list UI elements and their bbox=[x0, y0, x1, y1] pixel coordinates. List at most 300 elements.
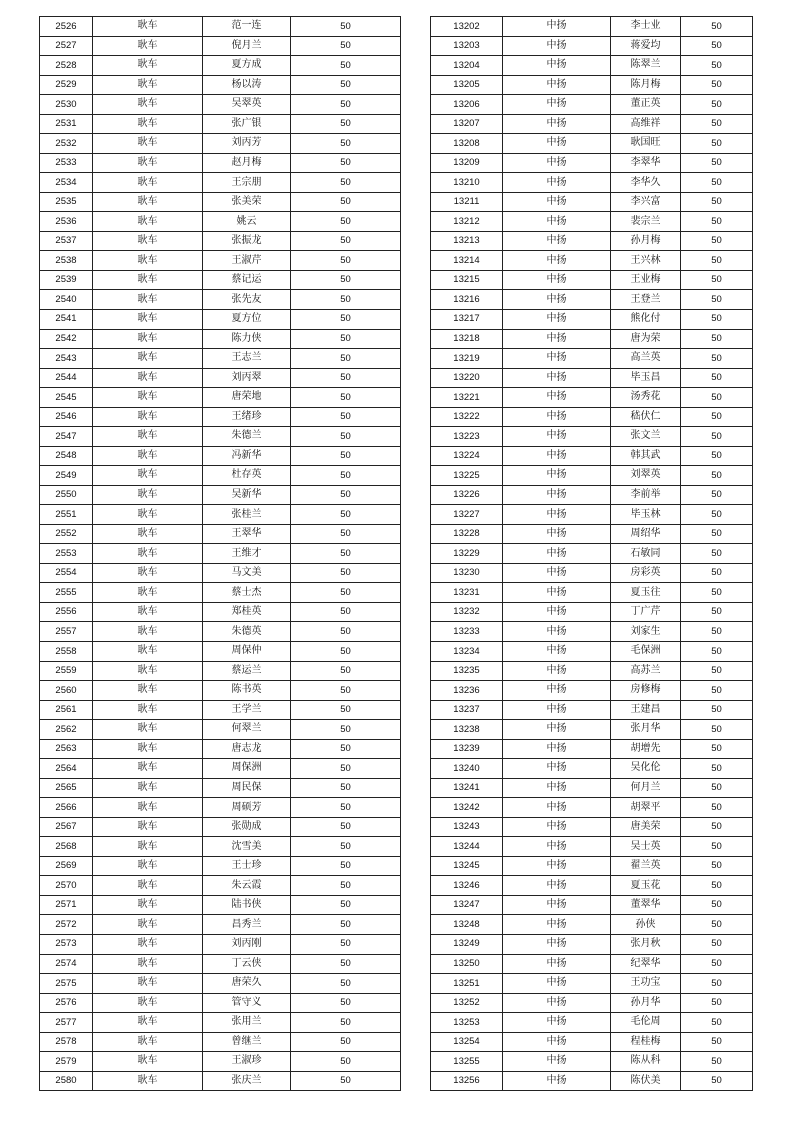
cell-name: 沈雪美 bbox=[203, 837, 291, 857]
cell-name: 王兴林 bbox=[611, 251, 681, 271]
table-row bbox=[40, 290, 401, 310]
cell-number: 2567 bbox=[40, 817, 93, 837]
cell-village: 中扬 bbox=[503, 856, 611, 876]
cell-name: 朱云霞 bbox=[203, 876, 291, 896]
table-row bbox=[40, 739, 401, 759]
cell-number: 2575 bbox=[40, 974, 93, 994]
cell-amount: 50 bbox=[291, 270, 401, 290]
table-row bbox=[431, 290, 753, 310]
table-row bbox=[431, 36, 753, 56]
table-row bbox=[40, 974, 401, 994]
cell-number: 2539 bbox=[40, 270, 93, 290]
cell-amount: 50 bbox=[681, 915, 753, 935]
cell-name: 陈月梅 bbox=[611, 75, 681, 95]
cell-name: 胡翠平 bbox=[611, 798, 681, 818]
cell-number: 13215 bbox=[431, 270, 503, 290]
cell-amount: 50 bbox=[291, 661, 401, 681]
cell-amount: 50 bbox=[681, 993, 753, 1013]
cell-number: 2535 bbox=[40, 192, 93, 212]
cell-amount: 50 bbox=[681, 1013, 753, 1033]
cell-number: 2548 bbox=[40, 446, 93, 466]
cell-village: 耿车 bbox=[93, 798, 203, 818]
table-row bbox=[431, 1052, 753, 1072]
cell-village: 耿车 bbox=[93, 739, 203, 759]
cell-name: 周硕芳 bbox=[203, 798, 291, 818]
cell-number: 13223 bbox=[431, 427, 503, 447]
cell-number: 2553 bbox=[40, 544, 93, 564]
cell-name: 王维才 bbox=[203, 544, 291, 564]
cell-name: 董翠华 bbox=[611, 895, 681, 915]
table-row bbox=[40, 368, 401, 388]
cell-amount: 50 bbox=[291, 75, 401, 95]
cell-village: 中扬 bbox=[503, 798, 611, 818]
cell-amount: 50 bbox=[681, 505, 753, 525]
cell-number: 2557 bbox=[40, 622, 93, 642]
cell-village: 中扬 bbox=[503, 661, 611, 681]
cell-number: 2541 bbox=[40, 309, 93, 329]
cell-amount: 50 bbox=[291, 329, 401, 349]
cell-amount: 50 bbox=[291, 681, 401, 701]
cell-village: 中扬 bbox=[503, 329, 611, 349]
cell-number: 13233 bbox=[431, 622, 503, 642]
left-roster-body bbox=[40, 17, 401, 1091]
table-row bbox=[431, 427, 753, 447]
cell-amount: 50 bbox=[681, 192, 753, 212]
cell-amount: 50 bbox=[681, 837, 753, 857]
cell-name: 刘丙刚 bbox=[203, 934, 291, 954]
cell-number: 2554 bbox=[40, 563, 93, 583]
cell-amount: 50 bbox=[681, 778, 753, 798]
cell-amount: 50 bbox=[681, 153, 753, 173]
table-row bbox=[40, 798, 401, 818]
table-row bbox=[431, 17, 753, 37]
cell-amount: 50 bbox=[291, 427, 401, 447]
table-row bbox=[40, 407, 401, 427]
cell-village: 中扬 bbox=[503, 759, 611, 779]
cell-amount: 50 bbox=[291, 876, 401, 896]
table-row bbox=[431, 192, 753, 212]
cell-name: 张用兰 bbox=[203, 1013, 291, 1033]
cell-village: 耿车 bbox=[93, 563, 203, 583]
cell-village: 耿车 bbox=[93, 993, 203, 1013]
cell-number: 13251 bbox=[431, 974, 503, 994]
cell-number: 2536 bbox=[40, 212, 93, 232]
cell-amount: 50 bbox=[291, 153, 401, 173]
cell-name: 张先友 bbox=[203, 290, 291, 310]
table-row bbox=[40, 856, 401, 876]
cell-number: 13229 bbox=[431, 544, 503, 564]
cell-name: 赵月梅 bbox=[203, 153, 291, 173]
cell-name: 王宗朋 bbox=[203, 173, 291, 193]
cell-name: 王功宝 bbox=[611, 974, 681, 994]
table-row bbox=[40, 309, 401, 329]
table-row bbox=[40, 56, 401, 76]
table-row bbox=[40, 583, 401, 603]
cell-village: 中扬 bbox=[503, 173, 611, 193]
table-row bbox=[40, 114, 401, 134]
cell-number: 13230 bbox=[431, 563, 503, 583]
cell-amount: 50 bbox=[681, 583, 753, 603]
cell-village: 中扬 bbox=[503, 56, 611, 76]
table-row bbox=[40, 720, 401, 740]
cell-village: 中扬 bbox=[503, 466, 611, 486]
cell-village: 耿车 bbox=[93, 544, 203, 564]
cell-name: 陈力侠 bbox=[203, 329, 291, 349]
cell-village: 中扬 bbox=[503, 895, 611, 915]
table-row bbox=[431, 934, 753, 954]
cell-number: 2529 bbox=[40, 75, 93, 95]
table-row bbox=[431, 622, 753, 642]
cell-village: 中扬 bbox=[503, 544, 611, 564]
cell-number: 2570 bbox=[40, 876, 93, 896]
cell-number: 13243 bbox=[431, 817, 503, 837]
cell-village: 中扬 bbox=[503, 602, 611, 622]
cell-number: 13248 bbox=[431, 915, 503, 935]
cell-amount: 50 bbox=[291, 1071, 401, 1091]
table-row bbox=[40, 700, 401, 720]
table-row bbox=[431, 544, 753, 564]
cell-village: 中扬 bbox=[503, 231, 611, 251]
cell-number: 13207 bbox=[431, 114, 503, 134]
cell-number: 13227 bbox=[431, 505, 503, 525]
cell-number: 13218 bbox=[431, 329, 503, 349]
cell-amount: 50 bbox=[291, 602, 401, 622]
cell-name: 嵇伏仁 bbox=[611, 407, 681, 427]
cell-village: 中扬 bbox=[503, 739, 611, 759]
cell-amount: 50 bbox=[291, 642, 401, 662]
cell-name: 汤秀花 bbox=[611, 388, 681, 408]
cell-number: 13254 bbox=[431, 1032, 503, 1052]
cell-village: 耿车 bbox=[93, 349, 203, 369]
cell-village: 耿车 bbox=[93, 681, 203, 701]
cell-amount: 50 bbox=[291, 192, 401, 212]
cell-name: 毛伦周 bbox=[611, 1013, 681, 1033]
cell-name: 胡增先 bbox=[611, 739, 681, 759]
cell-amount: 50 bbox=[291, 915, 401, 935]
table-row bbox=[431, 563, 753, 583]
cell-amount: 50 bbox=[681, 954, 753, 974]
cell-amount: 50 bbox=[291, 700, 401, 720]
cell-amount: 50 bbox=[681, 446, 753, 466]
cell-amount: 50 bbox=[681, 329, 753, 349]
cell-number: 13214 bbox=[431, 251, 503, 271]
cell-amount: 50 bbox=[681, 524, 753, 544]
cell-amount: 50 bbox=[291, 95, 401, 115]
cell-name: 孙月梅 bbox=[611, 231, 681, 251]
cell-amount: 50 bbox=[681, 36, 753, 56]
table-row bbox=[431, 681, 753, 701]
cell-village: 中扬 bbox=[503, 368, 611, 388]
cell-name: 范一连 bbox=[203, 17, 291, 37]
table-row bbox=[40, 524, 401, 544]
cell-number: 13231 bbox=[431, 583, 503, 603]
cell-village: 中扬 bbox=[503, 75, 611, 95]
cell-name: 吴士英 bbox=[611, 837, 681, 857]
cell-name: 刘翠英 bbox=[611, 466, 681, 486]
cell-village: 耿车 bbox=[93, 153, 203, 173]
cell-number: 2545 bbox=[40, 388, 93, 408]
cell-number: 13253 bbox=[431, 1013, 503, 1033]
cell-amount: 50 bbox=[681, 466, 753, 486]
cell-name: 高苏兰 bbox=[611, 661, 681, 681]
table-row bbox=[431, 485, 753, 505]
cell-village: 耿车 bbox=[93, 954, 203, 974]
cell-amount: 50 bbox=[291, 17, 401, 37]
cell-name: 房彩英 bbox=[611, 563, 681, 583]
cell-name: 吴化伦 bbox=[611, 759, 681, 779]
cell-number: 13242 bbox=[431, 798, 503, 818]
table-row bbox=[40, 1052, 401, 1072]
cell-amount: 50 bbox=[681, 974, 753, 994]
cell-village: 中扬 bbox=[503, 407, 611, 427]
cell-name: 张文兰 bbox=[611, 427, 681, 447]
cell-village: 耿车 bbox=[93, 661, 203, 681]
cell-amount: 50 bbox=[291, 466, 401, 486]
table-row bbox=[40, 1032, 401, 1052]
cell-number: 2540 bbox=[40, 290, 93, 310]
cell-name: 李士业 bbox=[611, 17, 681, 37]
cell-number: 2573 bbox=[40, 934, 93, 954]
cell-number: 13237 bbox=[431, 700, 503, 720]
cell-name: 姚云 bbox=[203, 212, 291, 232]
cell-amount: 50 bbox=[291, 798, 401, 818]
cell-village: 中扬 bbox=[503, 485, 611, 505]
table-row bbox=[431, 309, 753, 329]
cell-name: 高兰英 bbox=[611, 349, 681, 369]
cell-name: 冯新华 bbox=[203, 446, 291, 466]
cell-amount: 50 bbox=[291, 993, 401, 1013]
cell-number: 13206 bbox=[431, 95, 503, 115]
table-row bbox=[431, 915, 753, 935]
cell-village: 中扬 bbox=[503, 114, 611, 134]
cell-village: 中扬 bbox=[503, 583, 611, 603]
cell-amount: 50 bbox=[681, 817, 753, 837]
cell-amount: 50 bbox=[291, 778, 401, 798]
cell-name: 周民保 bbox=[203, 778, 291, 798]
cell-amount: 50 bbox=[681, 602, 753, 622]
cell-amount: 50 bbox=[291, 759, 401, 779]
cell-number: 13213 bbox=[431, 231, 503, 251]
cell-name: 王士珍 bbox=[203, 856, 291, 876]
cell-village: 耿车 bbox=[93, 602, 203, 622]
table-row bbox=[431, 778, 753, 798]
cell-name: 王登兰 bbox=[611, 290, 681, 310]
cell-name: 纪翠华 bbox=[611, 954, 681, 974]
table-row bbox=[40, 427, 401, 447]
cell-village: 中扬 bbox=[503, 446, 611, 466]
cell-amount: 50 bbox=[681, 661, 753, 681]
table-row bbox=[40, 95, 401, 115]
table-row bbox=[40, 895, 401, 915]
cell-name: 何翠兰 bbox=[203, 720, 291, 740]
cell-amount: 50 bbox=[291, 134, 401, 154]
cell-number: 13217 bbox=[431, 309, 503, 329]
right-roster-table bbox=[430, 16, 753, 1091]
table-row bbox=[431, 1071, 753, 1091]
cell-number: 2561 bbox=[40, 700, 93, 720]
cell-number: 13240 bbox=[431, 759, 503, 779]
cell-number: 13209 bbox=[431, 153, 503, 173]
table-row bbox=[40, 485, 401, 505]
cell-number: 13249 bbox=[431, 934, 503, 954]
table-row bbox=[431, 173, 753, 193]
table-row bbox=[40, 446, 401, 466]
cell-name: 唐荣久 bbox=[203, 974, 291, 994]
cell-village: 耿车 bbox=[93, 759, 203, 779]
table-row bbox=[431, 231, 753, 251]
cell-amount: 50 bbox=[681, 798, 753, 818]
cell-amount: 50 bbox=[681, 759, 753, 779]
cell-amount: 50 bbox=[291, 290, 401, 310]
cell-amount: 50 bbox=[681, 17, 753, 37]
table-row bbox=[431, 524, 753, 544]
table-row bbox=[40, 505, 401, 525]
cell-village: 中扬 bbox=[503, 290, 611, 310]
cell-amount: 50 bbox=[681, 1032, 753, 1052]
cell-amount: 50 bbox=[681, 934, 753, 954]
table-row bbox=[431, 602, 753, 622]
cell-number: 2576 bbox=[40, 993, 93, 1013]
cell-number: 2552 bbox=[40, 524, 93, 544]
table-row bbox=[40, 75, 401, 95]
table-row bbox=[431, 876, 753, 896]
cell-number: 13255 bbox=[431, 1052, 503, 1072]
cell-amount: 50 bbox=[291, 388, 401, 408]
table-row bbox=[431, 446, 753, 466]
right-roster-body bbox=[431, 17, 753, 1091]
table-row bbox=[40, 270, 401, 290]
cell-amount: 50 bbox=[681, 75, 753, 95]
cell-name: 夏方成 bbox=[203, 56, 291, 76]
cell-village: 耿车 bbox=[93, 524, 203, 544]
cell-number: 13221 bbox=[431, 388, 503, 408]
cell-name: 王淑珍 bbox=[203, 1052, 291, 1072]
cell-number: 13247 bbox=[431, 895, 503, 915]
cell-name: 倪月兰 bbox=[203, 36, 291, 56]
cell-village: 中扬 bbox=[503, 1052, 611, 1072]
cell-amount: 50 bbox=[681, 212, 753, 232]
cell-number: 13228 bbox=[431, 524, 503, 544]
cell-village: 中扬 bbox=[503, 251, 611, 271]
cell-amount: 50 bbox=[291, 485, 401, 505]
cell-amount: 50 bbox=[291, 231, 401, 251]
cell-amount: 50 bbox=[681, 642, 753, 662]
cell-name: 王淑芹 bbox=[203, 251, 291, 271]
cell-number: 13222 bbox=[431, 407, 503, 427]
cell-amount: 50 bbox=[681, 739, 753, 759]
cell-name: 蔡记运 bbox=[203, 270, 291, 290]
cell-amount: 50 bbox=[291, 583, 401, 603]
table-row bbox=[431, 974, 753, 994]
cell-name: 蔡士杰 bbox=[203, 583, 291, 603]
cell-village: 耿车 bbox=[93, 192, 203, 212]
cell-number: 2568 bbox=[40, 837, 93, 857]
cell-village: 耿车 bbox=[93, 876, 203, 896]
cell-village: 中扬 bbox=[503, 934, 611, 954]
table-row bbox=[431, 895, 753, 915]
table-row bbox=[40, 1013, 401, 1033]
cell-number: 2564 bbox=[40, 759, 93, 779]
cell-number: 2571 bbox=[40, 895, 93, 915]
cell-amount: 50 bbox=[291, 817, 401, 837]
cell-village: 耿车 bbox=[93, 466, 203, 486]
cell-number: 2531 bbox=[40, 114, 93, 134]
cell-number: 2542 bbox=[40, 329, 93, 349]
cell-amount: 50 bbox=[291, 1032, 401, 1052]
cell-village: 耿车 bbox=[93, 231, 203, 251]
table-row bbox=[40, 876, 401, 896]
cell-number: 13235 bbox=[431, 661, 503, 681]
cell-name: 石敏同 bbox=[611, 544, 681, 564]
cell-number: 13245 bbox=[431, 856, 503, 876]
cell-village: 中扬 bbox=[503, 778, 611, 798]
table-row bbox=[431, 837, 753, 857]
cell-amount: 50 bbox=[681, 95, 753, 115]
cell-name: 夏方位 bbox=[203, 309, 291, 329]
cell-number: 2537 bbox=[40, 231, 93, 251]
cell-name: 周保仲 bbox=[203, 642, 291, 662]
cell-village: 耿车 bbox=[93, 1052, 203, 1072]
cell-name: 毛保洲 bbox=[611, 642, 681, 662]
cell-number: 2533 bbox=[40, 153, 93, 173]
cell-name: 夏玉花 bbox=[611, 876, 681, 896]
cell-name: 程桂梅 bbox=[611, 1032, 681, 1052]
cell-amount: 50 bbox=[681, 544, 753, 564]
cell-number: 13238 bbox=[431, 720, 503, 740]
cell-village: 耿车 bbox=[93, 134, 203, 154]
cell-amount: 50 bbox=[291, 544, 401, 564]
cell-number: 13208 bbox=[431, 134, 503, 154]
cell-number: 2569 bbox=[40, 856, 93, 876]
cell-number: 2547 bbox=[40, 427, 93, 447]
cell-village: 耿车 bbox=[93, 974, 203, 994]
cell-name: 孙侠 bbox=[611, 915, 681, 935]
cell-amount: 50 bbox=[681, 56, 753, 76]
cell-name: 王志兰 bbox=[203, 349, 291, 369]
left-roster-table bbox=[39, 16, 401, 1091]
cell-amount: 50 bbox=[291, 309, 401, 329]
table-row bbox=[431, 153, 753, 173]
table-row bbox=[431, 212, 753, 232]
cell-village: 中扬 bbox=[503, 36, 611, 56]
table-row bbox=[40, 192, 401, 212]
table-row bbox=[40, 251, 401, 271]
cell-name: 张勋成 bbox=[203, 817, 291, 837]
cell-name: 董正英 bbox=[611, 95, 681, 115]
cell-village: 耿车 bbox=[93, 95, 203, 115]
cell-name: 熊化付 bbox=[611, 309, 681, 329]
cell-number: 2578 bbox=[40, 1032, 93, 1052]
table-row bbox=[431, 993, 753, 1013]
cell-village: 耿车 bbox=[93, 837, 203, 857]
cell-number: 13224 bbox=[431, 446, 503, 466]
cell-amount: 50 bbox=[291, 739, 401, 759]
cell-village: 耿车 bbox=[93, 1032, 203, 1052]
cell-amount: 50 bbox=[291, 446, 401, 466]
table-row bbox=[431, 56, 753, 76]
cell-name: 陆书侠 bbox=[203, 895, 291, 915]
cell-number: 13210 bbox=[431, 173, 503, 193]
cell-name: 朱德兰 bbox=[203, 427, 291, 447]
table-row bbox=[431, 798, 753, 818]
cell-village: 中扬 bbox=[503, 192, 611, 212]
table-row bbox=[40, 329, 401, 349]
cell-village: 耿车 bbox=[93, 778, 203, 798]
table-row bbox=[431, 1013, 753, 1033]
cell-amount: 50 bbox=[681, 368, 753, 388]
cell-amount: 50 bbox=[291, 856, 401, 876]
cell-name: 马文美 bbox=[203, 563, 291, 583]
